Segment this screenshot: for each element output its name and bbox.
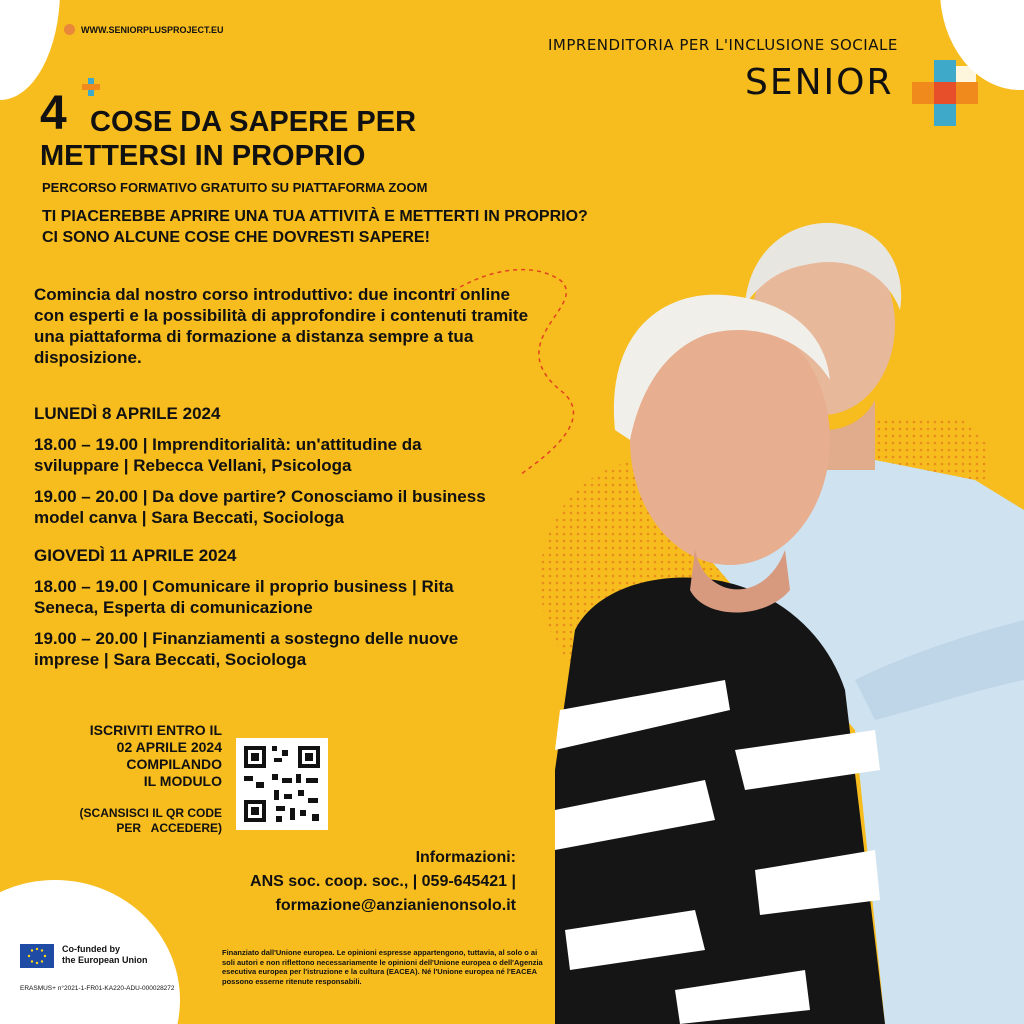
- website-link[interactable]: [64, 24, 224, 35]
- title-line-1: COSE DA SAPERE PER: [90, 106, 417, 138]
- plus-logo-icon: [908, 56, 982, 130]
- info-email-link[interactable]: formazione@anzianienonsolo.it: [275, 897, 516, 914]
- session-4: 19.00 – 20.00 | Finanziamenti a sostegno delle nuove imprese | Sara Beccati, Sociologa: [34, 629, 459, 669]
- subtitle: PERCORSO FORMATIVO GRATUITO SU PIATTAFORMA ZOOM: [42, 180, 428, 195]
- registration-line-1: ISCRIVITI ENTRO IL: [89, 722, 222, 738]
- registration-note: [40, 806, 222, 836]
- contact-info: [180, 846, 516, 918]
- session-2: 19.00 – 20.00 | Da dove partire? Conosciamo il business model canva | Sara Beccati, Sociologa: [34, 487, 486, 527]
- registration-line-3: COMPILANDO: [126, 756, 222, 772]
- eu-flag-icon: [20, 944, 54, 968]
- registration-text: [40, 722, 222, 790]
- session-3: 18.00 – 19.00 | Comunicare il proprio business | Rita Seneca, Esperta di comunicazione: [34, 577, 454, 617]
- registration-note-line-2: PER ACCEDERE): [116, 821, 222, 835]
- eu-cofunded-label: [62, 944, 148, 966]
- corner-shape-top-left: [0, 0, 60, 100]
- qr-code[interactable]: [236, 738, 328, 830]
- registration-line-4: IL MODULO: [143, 773, 222, 789]
- photo-seniors: [555, 210, 1024, 1024]
- globe-icon: [64, 24, 75, 35]
- tagline: IMPRENDITORIA PER L'INCLUSIONE SOCIALE: [548, 36, 898, 54]
- registration-note-line-1: (SCANSISCI IL QR CODE: [79, 806, 222, 820]
- day-1-date: LUNEDÌ 8 APRILE 2024: [34, 404, 221, 423]
- day-2-date: GIOVEDÌ 11 APRILE 2024: [34, 546, 237, 565]
- brand-logo-text: SENIOR: [745, 62, 894, 103]
- info-heading: Informazioni:: [415, 849, 516, 866]
- title-line-2: METTERSI IN PROPRIO: [40, 140, 366, 172]
- info-phone-line: ANS soc. coop. soc., | 059-645421 |: [250, 873, 516, 890]
- website-text: WWW.SENIORPLUSPROJECT.EU: [81, 24, 224, 35]
- session-1: 18.00 – 19.00 | Imprenditorialità: un'attitudine da sviluppare | Rebecca Vellani, Psicologa: [34, 435, 422, 475]
- eu-line-2: the European Union: [62, 955, 148, 965]
- disclaimer: Finanziato dall'Unione europea. Le opinioni espresse appartengono, tuttavia, al solo o ai soli autori e non riflettono necessariamente le opinioni dell'Unione europea o dell'Agenzia esecutiva europea per l'istruzione e la cultura (EACEA). Né l'Unione europea né l'EACEA possono esserne ritenute responsabili.: [222, 948, 543, 986]
- qr-code-icon: [236, 738, 328, 830]
- small-plus-icon: [80, 76, 102, 98]
- question: [42, 206, 588, 248]
- title-number: 4: [40, 87, 67, 140]
- question-line-1: TI PIACEREBBE APRIRE UNA TUA ATTIVITÀ E METTERTI IN PROPRIO?: [42, 208, 588, 225]
- eu-line-1: Co-funded by: [62, 944, 120, 954]
- registration-line-2: 02 APRILE 2024: [116, 739, 222, 755]
- erasmus-code: ERASMUS+ n°2021-1-FR01-KA220-ADU-000028272: [20, 985, 175, 992]
- question-line-2: CI SONO ALCUNE COSE CHE DOVRESTI SAPERE!: [42, 229, 430, 246]
- intro-paragraph: Comincia dal nostro corso introduttivo: due incontri online con esperti e la possibilità di approfondire i contenuti tramite una piattaforma di formazione a distanza sempre a tua disposizione.: [34, 285, 529, 367]
